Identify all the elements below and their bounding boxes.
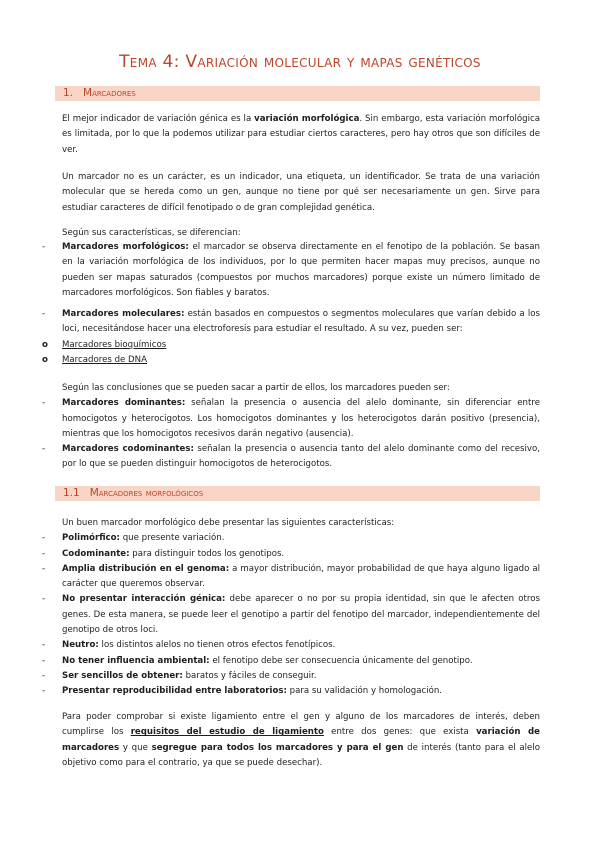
list-item (42, 654, 540, 669)
list-item-text: que presente variación. (120, 533, 225, 544)
section-number: 1. (63, 87, 74, 99)
list-item (42, 684, 540, 699)
list-item-term: Neutro: (62, 640, 99, 651)
sublist-item (42, 353, 540, 368)
list-item-term: Marcadores moleculares: (62, 309, 185, 319)
conclusions-intro-text: Según las conclusiones que se pueden sacar a partir de ellos, los marcadores pueden ser: (62, 383, 450, 393)
list-item-term: Amplia distribución en el genoma: (62, 563, 230, 574)
bullet: - (42, 398, 46, 409)
list-item (42, 669, 540, 684)
closing-bold-term: variación de marcadores (62, 727, 541, 753)
closing-text: Para poder comprobar si existe ligamiento entre el gen y alguno de los marcadores de interés, deben cumplirse los (62, 712, 540, 738)
bullet: - (42, 242, 46, 252)
features-intro (62, 226, 540, 241)
list-item (42, 592, 540, 638)
bullet: - (42, 533, 46, 544)
conclusions-intro (42, 381, 540, 473)
list-item (42, 240, 540, 301)
list-item (42, 307, 541, 338)
bullet: - (42, 686, 46, 697)
list-item-text: están basados en compuestos o segmentos moleculares que varían debido a los loci, necesitándose hacer una electroforesis para estudiar el resultado. A su vez, pueden ser: (62, 309, 541, 335)
page-title: Tema 4: Variación molecular y mapas genéticos (119, 52, 481, 72)
list-item-term: Polimórfico: (62, 533, 120, 544)
list-item-text: los distintos alelos no tienen otros efectos fenotípicos. (98, 640, 336, 651)
list-item-term: No presentar interacción génica: (62, 594, 226, 605)
types-list-2 (42, 307, 541, 368)
list-item-term: Marcadores codominantes: (62, 444, 194, 455)
closing-text: entre dos genes: que exista (323, 727, 477, 738)
list-item-text: el marcador se observa directamente en el fenotipo de la población. Se basan en la variación morfológica de los individuos, por lo que permiten hacer mapas muy precisos, aunque no pueden ser mapas saturados (compuestos por muchos marcadores) porque existe un número limitado de marcadores morfológicos. Son fiables y baratos. (62, 242, 540, 298)
list-item-text: el fenotipo debe ser consecuencia únicamente del genotipo. (209, 655, 473, 666)
section-heading: Marcadores morfológicos (89, 487, 204, 499)
sublist-item-label: Marcadores bioquímicos (62, 339, 167, 350)
list-item (42, 396, 540, 442)
bullet: o (42, 354, 48, 365)
bullet: - (42, 309, 46, 319)
bullet: - (42, 655, 46, 666)
list-item (42, 638, 540, 653)
list-item-text: baratos y fáciles de conseguir. (182, 670, 317, 681)
closing-text: de interés (tanto para el alelo objetivo como para el contrario, ya que se puede desechar). (62, 742, 540, 768)
linkage-requirements-paragraph (62, 710, 540, 771)
bullet: - (42, 594, 46, 605)
list-item-text: señalan la presencia o ausencia tanto del alelo dominante como del recesivo, por lo que se pueden distinguir homocigotos de heterocigotos. (62, 444, 540, 470)
section-heading: Marcadores (83, 87, 136, 99)
list-item-term: Presentar reproducibilidad entre laboratorios: (62, 686, 287, 697)
features-intro-text: Según sus características, se diferencian: (62, 228, 241, 238)
intro-bold: variación morfológica (254, 114, 360, 124)
section-number: 1.1 (63, 487, 80, 499)
section-header-marcadores (55, 86, 540, 101)
definition-text: Un marcador no es un carácter, es un indicador, una etiqueta, un identificador. Se trata de una variación molecular que se hereda como un gen, aunque no tiene por qué ser necesariamente un gen. Sirve para estudiar caracteres de difícil fenotipado o de gran complejidad genética. (62, 172, 540, 213)
definition-paragraph (62, 170, 540, 216)
closing-underlined-term: requisitos del estudio de ligamiento (130, 727, 324, 738)
bullet: - (42, 444, 46, 455)
bullet: - (42, 548, 46, 559)
closing-bold-term: segregue para todos los marcadores y para el gen (151, 742, 404, 753)
sublist-item-label: Marcadores de DNA (62, 354, 147, 365)
bullet: o (42, 339, 48, 350)
intro-text-end: . Sin embargo, esta variación morfológica es limitada, por lo que la podemos utilizar para estudiar ciertos caracteres, pero hay otros que son difíciles de ver. (62, 114, 540, 155)
list-item-text: a mayor distribución, mayor probabilidad de que haya alguno ligado al carácter que queremos observar. (62, 563, 540, 590)
list-item-term: Codominante: (62, 548, 130, 559)
morphological-intro: Un buen marcador morfológico debe presentar las siguientes características: (62, 518, 395, 528)
bullet: - (42, 670, 46, 681)
list-item (42, 547, 540, 562)
bullet: - (42, 563, 46, 574)
list-item-term: Marcadores dominantes: (62, 398, 186, 409)
list-item-text: para distinguir todos los genotipos. (129, 548, 285, 559)
list-item-term: No tener influencia ambiental: (62, 655, 210, 666)
intro-text: El mejor indicador de variación génica es la (62, 114, 255, 124)
closing-text: y que (119, 742, 152, 753)
list-item-text: para su validación y homologación. (286, 686, 443, 697)
list-item-term: Marcadores morfológicos: (62, 242, 189, 252)
list-item-term: Ser sencillos de obtener: (62, 670, 183, 681)
list-item-text: debe aparecer o no por su propia identidad, sin que le afecten otros genes. De esta manera, se puede leer el genotipo a partir del fenotipo del marcador, independientemente del genotipo de otros loci. (62, 594, 540, 636)
morphological-features (42, 516, 540, 700)
list-item (42, 442, 540, 473)
section-header-marcadores-morfologicos (55, 486, 540, 501)
types-list (42, 240, 540, 301)
sublist-item (42, 338, 540, 353)
intro-paragraph (62, 112, 540, 158)
list-item-text: señalan la presencia o ausencia del alelo dominante, sin diferenciar entre homocigotos y heterocigotos. Los homocigotos dominantes y los heterocigotos darán positivo (presencia), mientras que los homocigotos recesivos darán negativo (ausencia). (62, 398, 540, 439)
list-item (42, 531, 540, 546)
list-item (42, 562, 540, 593)
bullet: - (42, 640, 46, 651)
